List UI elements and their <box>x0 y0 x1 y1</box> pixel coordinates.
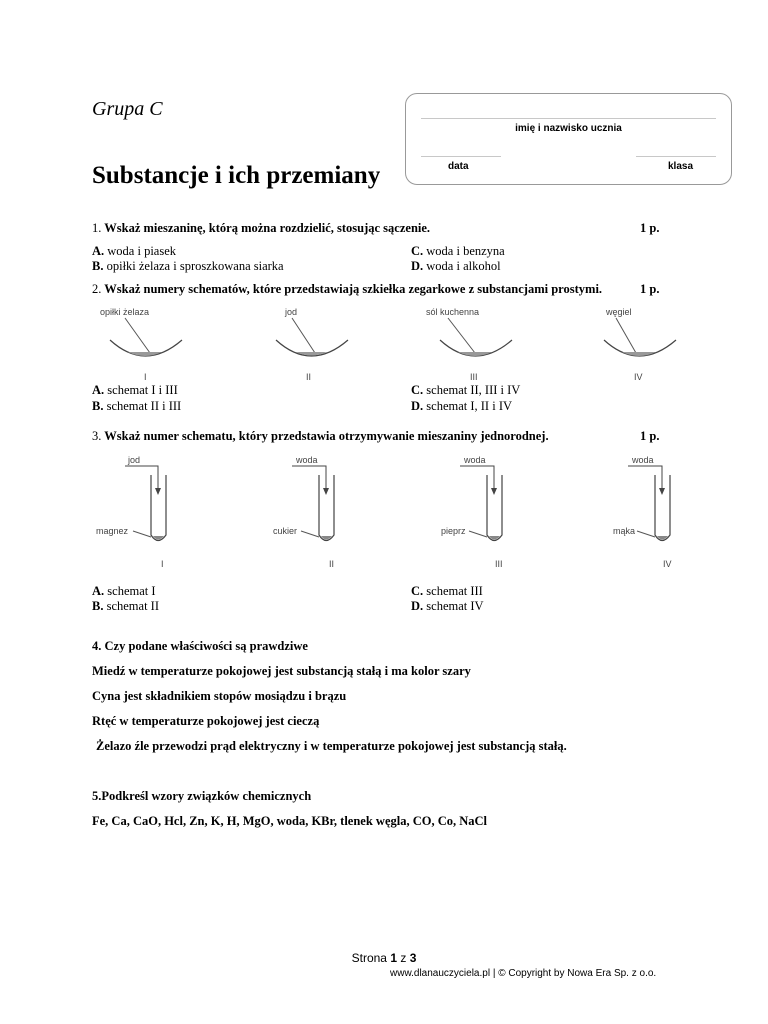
option-letter: C. <box>411 584 424 598</box>
option-text: schemat IV <box>426 599 484 613</box>
name-label: imię i nazwisko ucznia <box>515 123 622 134</box>
question-text: Wskaż mieszaninę, którą można rozdzielić, stosując sączenie. <box>104 221 431 235</box>
watch-glass-scheme-4 <box>604 307 676 382</box>
option-text: schemat I <box>107 584 156 598</box>
option-letter: D. <box>411 399 424 413</box>
page-title: Substancje i ich przemiany <box>92 162 381 189</box>
option-letter: B. <box>92 399 104 413</box>
scheme-numeral: II <box>306 372 312 382</box>
scheme-numeral: IV <box>634 372 643 382</box>
group-label: Grupa C <box>92 98 163 120</box>
option-letter: B. <box>92 259 104 273</box>
tube-bottom-label: cukier <box>273 526 298 536</box>
q4-statement-3: Rtęć w temperaturze pokojowej jest cieczą <box>92 714 320 728</box>
q3-option-b <box>92 599 159 614</box>
tube-bottom-label: mąka <box>613 526 636 536</box>
page-current: 1 <box>390 951 397 965</box>
scheme-label: węgiel <box>606 307 632 317</box>
page-of: z <box>400 951 407 965</box>
option-letter: D. <box>411 599 424 613</box>
class-label: klasa <box>668 161 694 172</box>
tube-top-label: woda <box>296 455 318 465</box>
option-text: woda i piasek <box>107 244 177 258</box>
option-text: woda i benzyna <box>426 244 505 258</box>
question-number: 1. <box>92 221 102 235</box>
copyright-line: www.dlanauczyciela.pl | © Copyright by Nowa Era Sp. z o.o. <box>390 968 657 979</box>
scheme-numeral: II <box>329 559 335 569</box>
option-letter: C. <box>411 383 424 397</box>
scheme-numeral: III <box>470 372 478 382</box>
option-text: schemat III <box>426 584 483 598</box>
q4-statement-4: Żelazo źle przewodzi prąd elektryczny i w temperaturze pokojowej jest substancją stałą. <box>96 739 567 753</box>
scheme-label: sól kuchenna <box>426 307 480 317</box>
option-letter: A. <box>92 244 105 258</box>
scheme-label: opiłki żelaza <box>100 307 150 317</box>
test-tube-scheme-1 <box>96 455 166 569</box>
question-text: Wskaż numer schematu, który przedstawia otrzymywanie mieszaniny jednorodnej. <box>104 429 549 443</box>
page-prefix: Strona <box>351 951 387 965</box>
tube-top-label: woda <box>632 455 654 465</box>
question-text: Wskaż numery schematów, które przedstawiają szkiełka zegarkowe z substancjami prostymi. <box>104 282 603 296</box>
q5-formulas: Fe, Ca, CaO, Hcl, Zn, K, H, MgO, woda, KBr, tlenek węgla, CO, Co, NaCl <box>92 814 488 828</box>
option-text: schemat I i III <box>107 383 178 397</box>
option-text: woda i alkohol <box>426 259 501 273</box>
option-text: opiłki żelaza i sproszkowana siarka <box>106 259 284 273</box>
test-tube-scheme-2 <box>273 455 334 569</box>
option-text: schemat I, II i IV <box>426 399 513 413</box>
date-label: data <box>448 161 469 172</box>
watch-glass-scheme-3 <box>426 307 512 382</box>
option-letter: B. <box>92 599 104 613</box>
test-tube-scheme-4 <box>613 455 672 569</box>
option-text: schemat II, III i IV <box>426 383 521 397</box>
tube-bottom-label: pieprz <box>441 526 466 536</box>
q3-option-d <box>411 599 484 614</box>
q3-option-a <box>92 584 156 599</box>
scheme-label: jod <box>285 307 298 317</box>
question-1-points: 1 p. <box>640 221 660 235</box>
page-number <box>0 951 768 965</box>
scheme-numeral: III <box>495 559 503 569</box>
option-letter: A. <box>92 383 105 397</box>
option-text: schemat II i III <box>106 399 182 413</box>
option-letter: A. <box>92 584 105 598</box>
scheme-numeral: IV <box>663 559 672 569</box>
tube-top-label: woda <box>464 455 486 465</box>
test-tube-scheme-3 <box>441 455 503 569</box>
tube-top-label: jod <box>128 455 141 465</box>
tube-bottom-label: magnez <box>96 526 129 536</box>
question-2-points: 1 p. <box>640 282 660 296</box>
option-text: schemat II <box>106 599 159 613</box>
question-3-points: 1 p. <box>640 429 660 443</box>
q2-option-a <box>92 383 178 398</box>
q2-option-c <box>411 383 520 398</box>
question-4-title: 4. Czy podane właściwości są prawdziwe <box>92 639 308 653</box>
q3-option-c <box>411 584 483 599</box>
question-5-title: 5.Podkreśl wzory związków chemicznych <box>92 789 312 803</box>
watch-glass-scheme-1 <box>100 307 182 382</box>
question-3 <box>92 429 549 444</box>
option-letter: D. <box>411 259 424 273</box>
question-number: 2. <box>92 282 102 296</box>
question-number: 3. <box>92 429 102 443</box>
scheme-numeral: I <box>161 559 164 569</box>
watch-glass-scheme-2 <box>276 307 348 382</box>
q2-option-d <box>411 399 512 414</box>
page-total: 3 <box>409 951 417 965</box>
q4-statement-2: Cyna jest składnikiem stopów mosiądzu i brązu <box>92 689 347 703</box>
option-letter: C. <box>411 244 424 258</box>
q4-statement-1: Miedź w temperaturze pokojowej jest substancją stałą i ma kolor szary <box>92 664 471 678</box>
q2-option-b <box>92 399 181 414</box>
scheme-numeral: I <box>144 372 147 382</box>
